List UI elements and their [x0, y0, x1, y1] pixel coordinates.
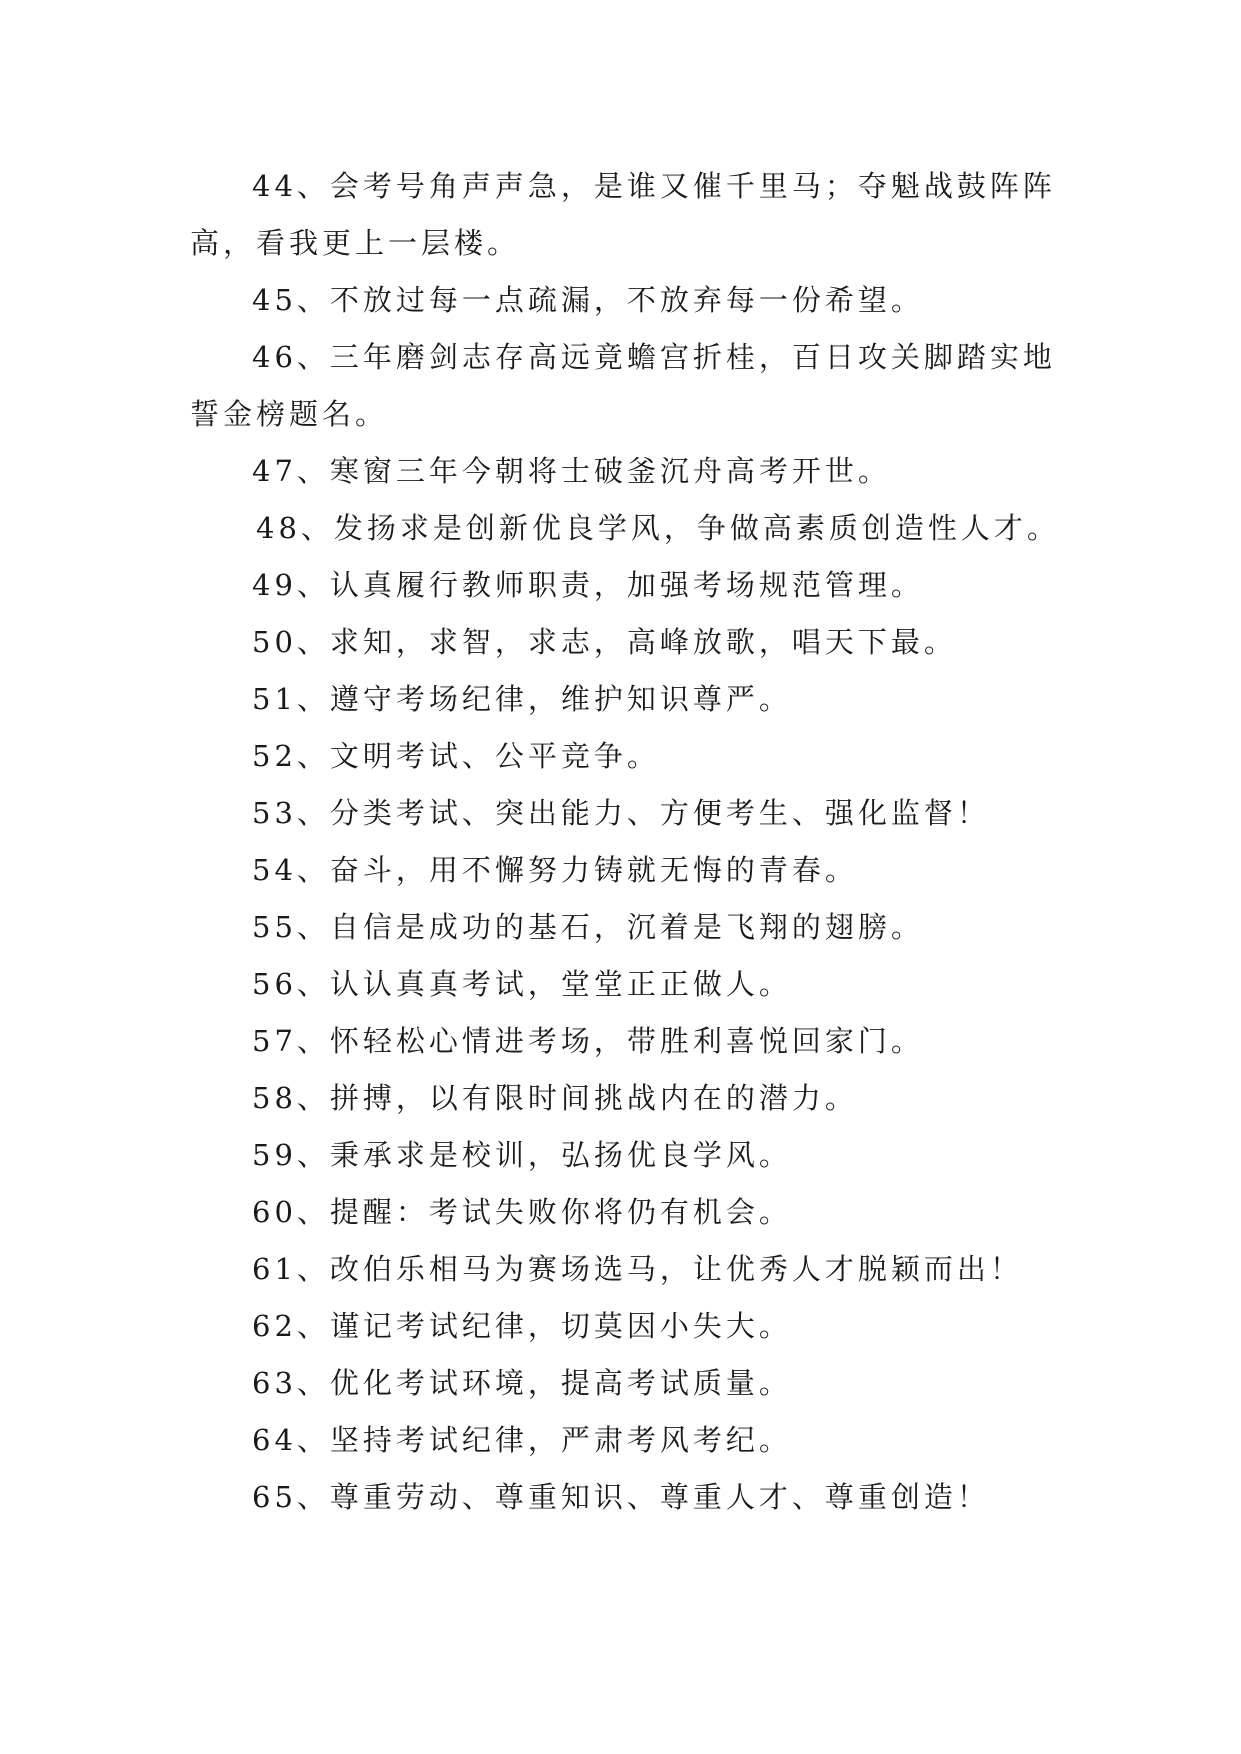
item-text: 拼搏，以有限时间挑战内在的潜力。 [329, 1081, 858, 1115]
list-item: 47、寒窗三年今朝将士破釜沉舟高考开世。 [252, 454, 891, 488]
item-text: 秉承求是校训，弘扬优良学风。 [329, 1138, 792, 1172]
item-text: 寒窗三年今朝将士破釜沉舟高考开世。 [329, 454, 891, 488]
item-number: 65 [252, 1480, 297, 1514]
item-text: 怀轻松心情进考场，带胜利喜悦回家门。 [329, 1024, 924, 1058]
list-item: 58、拼搏，以有限时间挑战内在的潜力。 [252, 1081, 858, 1115]
item-number: 54 [252, 853, 297, 887]
list-item: 51、遵守考场纪律，维护知识尊严。 [252, 682, 792, 716]
item-number: 53 [252, 796, 297, 830]
item-text: 文明考试、公平竞争。 [329, 739, 660, 773]
list-item: 60、提醒：考试失败你将仍有机会。 [252, 1195, 792, 1229]
item-number: 47 [252, 454, 297, 488]
item-number: 56 [252, 967, 297, 1001]
item-number: 44 [252, 169, 297, 203]
item-number: 63 [252, 1366, 297, 1400]
list-item: 55、自信是成功的基石，沉着是飞翔的翅膀。 [252, 910, 924, 944]
item-number: 52 [252, 739, 297, 773]
item-text: 优化考试环境，提高考试质量。 [329, 1366, 792, 1400]
item-number: 58 [252, 1081, 297, 1115]
item-text: 尊重劳动、尊重知识、尊重人才、尊重创造！ [329, 1480, 990, 1514]
item-number: 62 [252, 1309, 297, 1343]
list-item: 46、三年磨剑志存高远竟蟾宫折桂，百日攻关脚踏实地誓金榜题名。 [190, 340, 1056, 431]
list-item: 52、文明考试、公平竞争。 [252, 739, 660, 773]
item-text: 坚持考试纪律，严肃考风考纪。 [329, 1423, 792, 1457]
item-text: 不放过每一点疏漏，不放弃每一份希望。 [329, 283, 924, 317]
slogan-list [190, 158, 1070, 1526]
list-item: 59、秉承求是校训，弘扬优良学风。 [252, 1138, 792, 1172]
item-number: 57 [252, 1024, 297, 1058]
item-text: 认真履行教师职责，加强考场规范管理。 [329, 568, 924, 602]
item-text: 求知，求智，求志，高峰放歌，唱天下最。 [329, 625, 957, 659]
list-item: 56、认认真真考试，堂堂正正做人。 [252, 967, 792, 1001]
list-item: 64、坚持考试纪律，严肃考风考纪。 [252, 1423, 792, 1457]
list-item: 50、求知，求智，求志，高峰放歌，唱天下最。 [252, 625, 957, 659]
list-item: 63、优化考试环境，提高考试质量。 [252, 1366, 792, 1400]
item-number: 48 [256, 511, 301, 545]
item-number: 46 [252, 340, 297, 374]
item-text: 自信是成功的基石，沉着是飞翔的翅膀。 [329, 910, 924, 944]
item-number: 50 [252, 625, 297, 659]
item-text: 遵守考场纪律，维护知识尊严。 [329, 682, 792, 716]
item-text: 发扬求是创新优良学风，争做高素质创造性人才。 [333, 511, 1060, 545]
item-text: 奋斗，用不懈努力铸就无悔的青春。 [329, 853, 858, 887]
list-item: 65、尊重劳动、尊重知识、尊重人才、尊重创造！ [252, 1480, 990, 1514]
list-item: 53、分类考试、突出能力、方便考生、强化监督！ [252, 796, 990, 830]
item-text: 提醒：考试失败你将仍有机会。 [329, 1195, 792, 1229]
list-item: 61、改伯乐相马为赛场选马，让优秀人才脱颖而出！ [252, 1252, 1023, 1286]
list-item: 57、怀轻松心情进考场，带胜利喜悦回家门。 [252, 1024, 924, 1058]
item-number: 61 [252, 1252, 297, 1286]
item-text: 三年磨剑志存高远竟蟾宫折桂，百日攻关脚踏实地誓金榜题名。 [190, 340, 1056, 431]
list-item: 62、谨记考试纪律，切莫因小失大。 [252, 1309, 792, 1343]
item-text: 谨记考试纪律，切莫因小失大。 [329, 1309, 792, 1343]
list-item: 49、认真履行教师职责，加强考场规范管理。 [252, 568, 924, 602]
item-number: 49 [252, 568, 297, 602]
item-text: 会考号角声声急，是谁又催千里马；夺魁战鼓阵阵高，看我更上一层楼。 [190, 169, 1056, 260]
item-text: 分类考试、突出能力、方便考生、强化监督！ [329, 796, 990, 830]
list-item: 44、会考号角声声急，是谁又催千里马；夺魁战鼓阵阵高，看我更上一层楼。 [190, 169, 1056, 260]
list-item: 54、奋斗，用不懈努力铸就无悔的青春。 [252, 853, 858, 887]
item-number: 59 [252, 1138, 297, 1172]
item-number: 64 [252, 1423, 297, 1457]
item-number: 60 [252, 1195, 297, 1229]
item-number: 45 [252, 283, 297, 317]
list-item: 45、不放过每一点疏漏，不放弃每一份希望。 [252, 283, 924, 317]
item-text: 认认真真考试，堂堂正正做人。 [329, 967, 792, 1001]
item-number: 55 [252, 910, 297, 944]
item-number: 51 [252, 682, 297, 716]
list-item: 48、发扬求是创新优良学风，争做高素质创造性人才。 [256, 511, 1060, 545]
item-text: 改伯乐相马为赛场选马，让优秀人才脱颖而出！ [329, 1252, 1023, 1286]
